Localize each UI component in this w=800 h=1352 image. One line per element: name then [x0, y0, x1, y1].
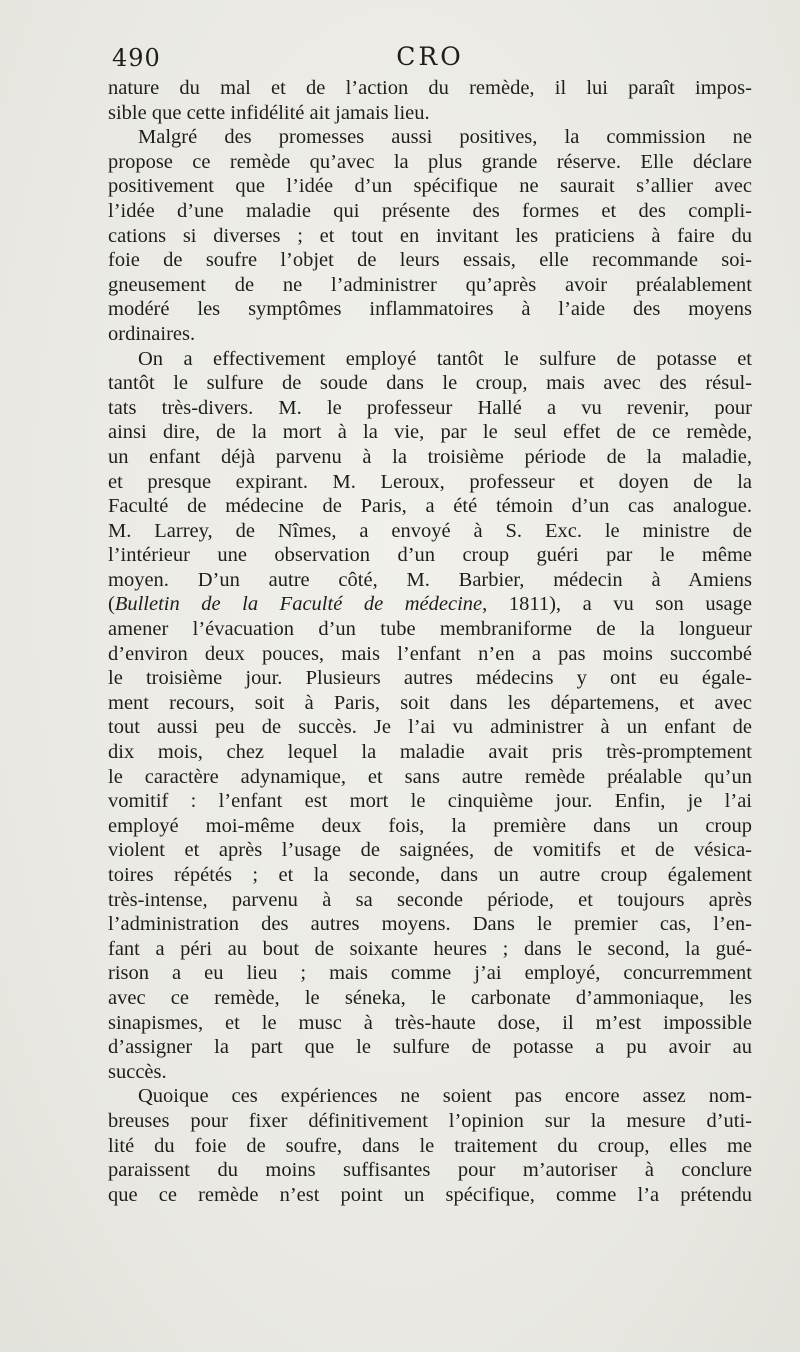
text-line: l’idée d’une maladie qui présente des formes et des compli- — [108, 199, 752, 222]
text-line: lité du foie de soufre, dans le traitement du croup, elles me — [108, 1134, 752, 1157]
text-line: violent et après l’usage de saignées, de vomitifs et de vésica- — [108, 839, 752, 862]
paragraph — [108, 1084, 752, 1207]
citation-title: Bulletin de la Faculté de médecine — [114, 593, 483, 616]
text-line: dix mois, chez lequel la maladie avait pris très-promptement — [108, 741, 752, 764]
text-line: modéré les symptômes inflammatoires à l’aide des moyens — [108, 298, 752, 321]
text-line: fant a péri au bout de soixante heures ; dans le second, la gué- — [108, 937, 752, 960]
text-line: paraissent du moins suffisantes pour m’autoriser à conclure — [108, 1159, 752, 1182]
text-line: avec ce remède, le séneka, le carbonate d’ammoniaque, les — [108, 986, 752, 1009]
text-line: tantôt le sulfure de soude dans le croup, mais avec des résul- — [108, 372, 752, 395]
text-line: (Bulletin de la Faculté de médecine, 1811), a vu son usage — [108, 593, 752, 616]
paragraph — [108, 125, 752, 346]
text-line: sible que cette infidélité ait jamais lieu. — [108, 101, 430, 124]
text-line: employé moi-même deux fois, la première dans un croup — [108, 814, 752, 837]
text-line: tout aussi peu de succès. Je l’ai vu administrer à un enfant de — [108, 716, 752, 739]
text-line: moyen. D’un autre côté, M. Barbier, médecin à Amiens — [108, 568, 752, 591]
text-line: Faculté de médecine de Paris, a été témoin d’un cas analogue. — [108, 495, 752, 518]
text-line: sinapismes, et le musc à très-haute dose, il m’est impossible — [108, 1011, 752, 1034]
text-line: positivement que l’idée d’un spécifique ne saurait s’allier avec — [108, 175, 752, 198]
text-line: gneusement de ne l’administrer qu’après avoir préalablement — [108, 273, 752, 296]
text-line: foie de soufre l’objet de leurs essais, elle recommande soi- — [108, 249, 752, 272]
text-line: Quoique ces expériences ne soient pas encore assez nom- — [138, 1085, 752, 1108]
text-line: l’intérieur une observation d’un croup guéri par le même — [108, 544, 752, 567]
text-line: breuses pour fixer définitivement l’opinion sur la mesure d’uti- — [108, 1109, 752, 1132]
page-header — [108, 42, 752, 72]
running-head: CRO — [396, 42, 464, 71]
body-text — [108, 76, 752, 1207]
text-line: vomitif : l’enfant est mort le cinquième jour. Enfin, je l’ai — [108, 790, 752, 813]
text-line: très-intense, parvenu à sa seconde période, et toujours après — [108, 888, 752, 911]
text-line: l’administration des autres moyens. Dans le premier cas, l’en- — [108, 913, 752, 936]
text-line: cations si diverses ; et tout en invitant les praticiens à faire du — [108, 224, 752, 247]
text-line: succès. — [108, 1060, 167, 1083]
text-line: ainsi dire, de la mort à la vie, par le seul effet de ce remède, — [108, 421, 752, 444]
page-number: 490 — [112, 44, 161, 72]
text-line: un enfant déjà parvenu à la troisième période de la maladie, — [108, 445, 752, 468]
text-line: et presque expirant. M. Leroux, professeur et doyen de la — [108, 470, 752, 493]
text-line: toires répétés ; et la seconde, dans un autre croup également — [108, 864, 752, 886]
text-line: tats très-divers. M. le professeur Hallé a vu revenir, pour — [108, 396, 752, 419]
text-line: ordinaires. — [108, 322, 196, 345]
text-line: que ce remède n’est point un spécifique, comme l’a prétendu — [108, 1183, 752, 1206]
text-line: M. Larrey, de Nîmes, a envoyé à S. Exc. le ministre de — [108, 519, 752, 542]
text-line: Malgré des promesses aussi positives, la commission ne — [138, 126, 752, 149]
text-line: d’environ deux pouces, mais l’enfant n’en a pas moins succombé — [108, 642, 752, 665]
text-line: amener l’évacuation d’un tube membraniforme de la longueur — [108, 618, 752, 641]
text-line: propose ce remède qu’avec la plus grande réserve. Elle déclare — [108, 150, 752, 173]
text-line: rison a eu lieu ; mais comme j’ai employé, concurremment — [108, 962, 752, 985]
paragraph — [108, 347, 752, 1085]
text-line: ment recours, soit à Paris, soit dans les départemens, et avec — [108, 691, 752, 714]
text-line: le troisième jour. Plusieurs autres médecins y ont eu égale- — [108, 667, 752, 690]
text-line: nature du mal et de l’action du remède, il lui paraît impos- — [108, 77, 752, 99]
text-line: le caractère adynamique, et sans autre remède préalable qu’un — [108, 765, 752, 788]
text-line: On a effectivement employé tantôt le sulfure de potasse et — [138, 347, 752, 370]
text-line: d’assigner la part que le sulfure de potasse a pu avoir au — [108, 1036, 752, 1059]
paragraph — [108, 76, 752, 125]
